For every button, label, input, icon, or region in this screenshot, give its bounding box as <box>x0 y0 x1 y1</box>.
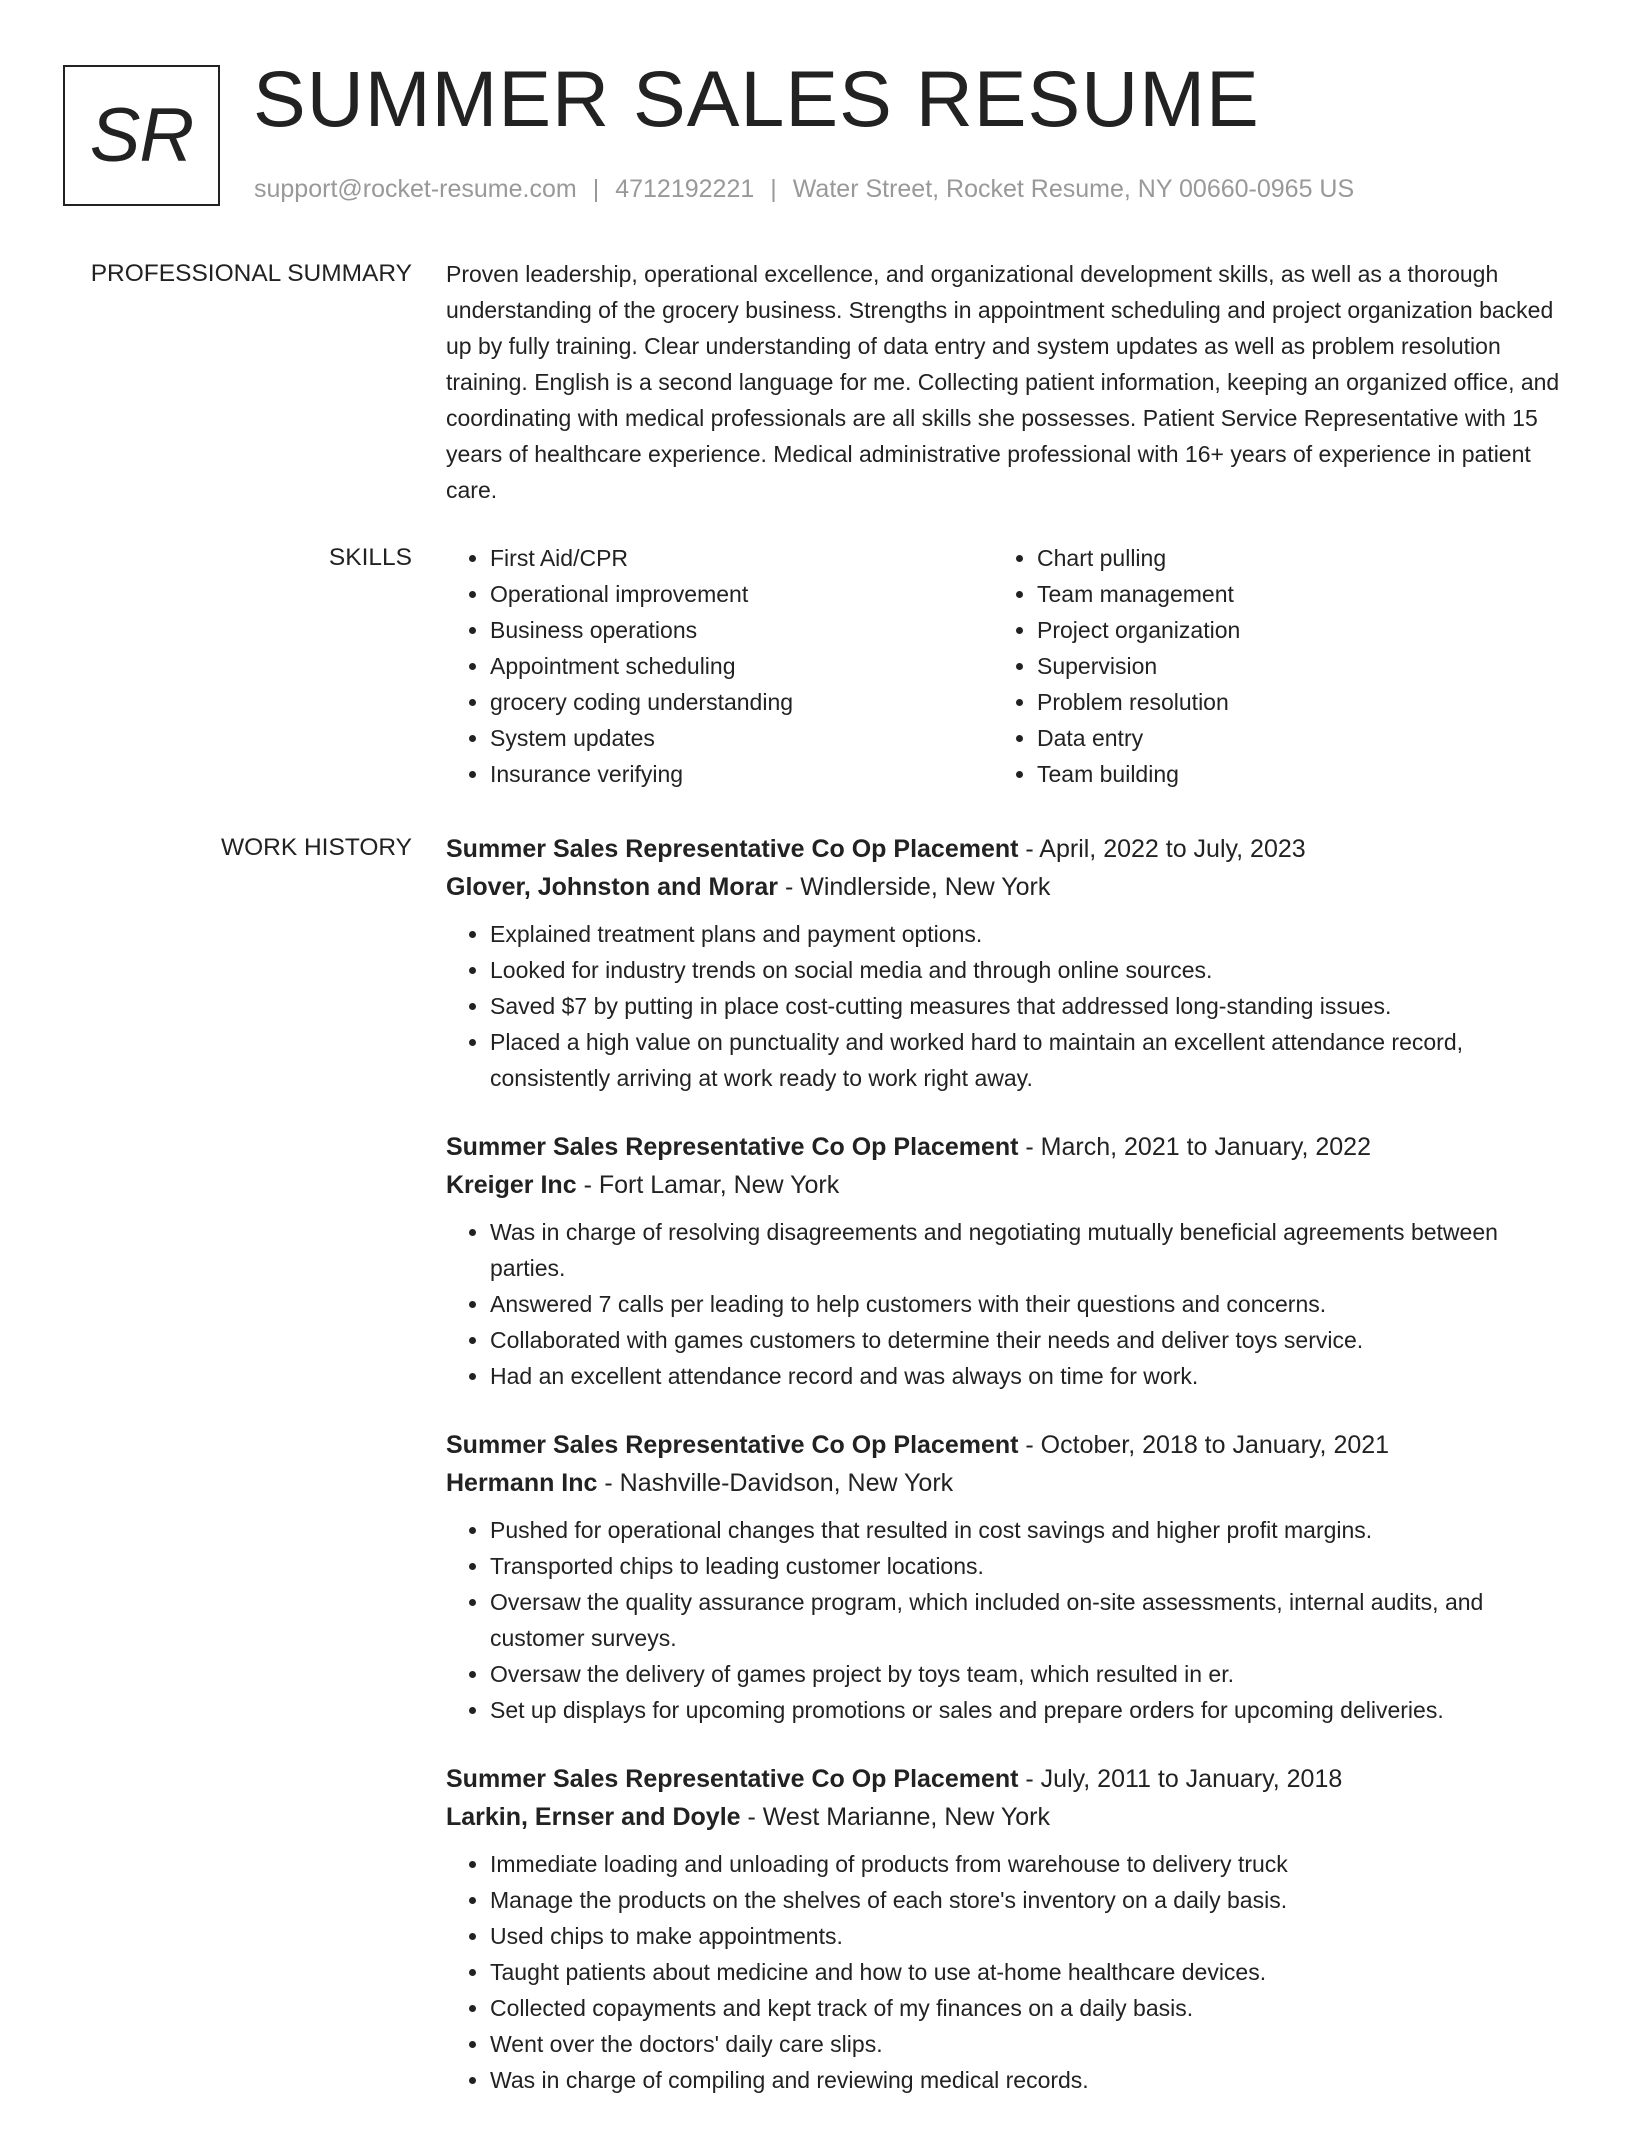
skill-item: • Insurance verifying <box>490 756 993 792</box>
contact-separator: | <box>770 175 777 203</box>
job-company: Kreiger Inc <box>446 1171 577 1199</box>
contact-phone: 4712192221 <box>615 175 755 203</box>
skill-item: • System updates <box>490 720 993 756</box>
job-entry <box>446 1128 1571 1394</box>
skill-item: • Problem resolution <box>1037 684 1540 720</box>
job-company: Hermann Inc <box>446 1469 598 1497</box>
job-company-line <box>446 1464 1571 1502</box>
job-title-line <box>446 830 1571 868</box>
work-history-label: WORK HISTORY <box>220 834 412 861</box>
job-bullet: • Collaborated with games customers to determine their needs and deliver toys service. <box>490 1322 1571 1358</box>
job-bullet: • Explained treatment plans and payment options. <box>490 916 1571 952</box>
skills-columns <box>446 540 1571 792</box>
job-location: - West Marianne, New York <box>747 1803 1050 1831</box>
job-title: Summer Sales Representative Co Op Placement <box>446 1431 1019 1459</box>
job-bullet: • Saved $7 by putting in place cost-cutting measures that addressed long-standing issues. <box>490 988 1571 1024</box>
job-bullet: • Manage the products on the shelves of each store's inventory on a daily basis. <box>490 1882 1571 1918</box>
work-history-body <box>446 830 1571 2130</box>
skill-item: • Chart pulling <box>1037 540 1540 576</box>
job-bullet: • Placed a high value on punctuality and worked hard to maintain an excellent attendance record, consistently arriving at work ready to work right away. <box>490 1024 1571 1096</box>
skill-item: • Data entry <box>1037 720 1540 756</box>
job-bullet: • Collected copayments and kept track of my finances on a daily basis. <box>490 1990 1571 2026</box>
contact-separator: | <box>592 175 600 203</box>
resume-name: SUMMER SALES RESUME <box>253 54 1260 143</box>
job-title-line <box>446 1426 1571 1464</box>
job-title: Summer Sales Representative Co Op Placement <box>446 1765 1019 1793</box>
skills-list-left <box>446 540 993 792</box>
job-bullet: • Oversaw the quality assurance program, which included on-site assessments, internal audits, and customer surveys. <box>490 1584 1571 1656</box>
job-company-line <box>446 1798 1571 1836</box>
skill-item: • Project organization <box>1037 612 1540 648</box>
job-title: Summer Sales Representative Co Op Placement <box>446 1133 1019 1161</box>
skill-item: • Supervision <box>1037 648 1540 684</box>
job-bullet: • Used chips to make appointments. <box>490 1918 1571 1954</box>
job-bullets <box>446 1214 1571 1394</box>
job-bullet: • Had an excellent attendance record and was always on time for work. <box>490 1358 1571 1394</box>
job-company-line <box>446 868 1571 906</box>
summary-label: PROFESSIONAL SUMMARY <box>90 260 412 287</box>
job-bullets <box>446 1846 1571 2098</box>
job-bullet: • Pushed for operational changes that resulted in cost savings and higher profit margins. <box>490 1512 1571 1548</box>
job-location: - Nashville-Davidson, New York <box>604 1469 954 1497</box>
contact-email: support@rocket-resume.com <box>254 175 577 203</box>
job-company-line <box>446 1166 1571 1204</box>
job-bullet: • Set up displays for upcoming promotions or sales and prepare orders for upcoming deliveries. <box>490 1692 1571 1728</box>
job-location: - Windlerside, New York <box>784 873 1051 901</box>
job-title: Summer Sales Representative Co Op Placement <box>446 835 1019 863</box>
skill-item: • Team building <box>1037 756 1540 792</box>
initials-monogram <box>63 65 220 206</box>
job-title-line <box>446 1760 1571 1798</box>
job-title-line <box>446 1128 1571 1166</box>
job-bullet: • Oversaw the delivery of games project by toys team, which resulted in er. <box>490 1656 1571 1692</box>
skill-item: • Appointment scheduling <box>490 648 993 684</box>
job-entry <box>446 1426 1571 1728</box>
job-bullets <box>446 916 1571 1096</box>
initials-text: SR <box>89 93 194 178</box>
job-bullet: • Was in charge of resolving disagreements and negotiating mutually beneficial agreements between parties. <box>490 1214 1571 1286</box>
skill-item: • First Aid/CPR <box>490 540 993 576</box>
job-bullet: • Taught patients about medicine and how to use at-home healthcare devices. <box>490 1954 1571 1990</box>
job-bullet: • Answered 7 calls per leading to help customers with their questions and concerns. <box>490 1286 1571 1322</box>
job-bullet: • Transported chips to leading customer locations. <box>490 1548 1571 1584</box>
job-dates: - October, 2018 to January, 2021 <box>1025 1431 1390 1459</box>
contact-line <box>254 173 1354 205</box>
summary-text: Proven leadership, operational excellence, and organizational development skills, as well as a thorough understanding of the grocery business. Strengths in appointment scheduling and project organization backed up by fully training. Clear understanding of data entry and system updates as well as problem resolution training. English is a second language for me. Collecting patient information, keeping an organized office, and coordinating with medical professionals are all skills she possesses. Patient Service Representative with 15 years of healthcare experience. Medical administrative professional with 16+ years of experience in patient care. <box>446 261 1560 503</box>
job-dates: - April, 2022 to July, 2023 <box>1025 835 1306 863</box>
skill-item: • grocery coding understanding <box>490 684 993 720</box>
job-bullet: • Looked for industry trends on social media and through online sources. <box>490 952 1571 988</box>
job-entry <box>446 1760 1571 2098</box>
job-bullet: • Went over the doctors' daily care slips. <box>490 2026 1571 2062</box>
job-bullet: • Immediate loading and unloading of products from warehouse to delivery truck <box>490 1846 1571 1882</box>
job-bullets <box>446 1512 1571 1728</box>
job-bullet: • Was in charge of compiling and reviewing medical records. <box>490 2062 1571 2098</box>
job-company: Larkin, Ernser and Doyle <box>446 1803 741 1831</box>
skill-item: • Business operations <box>490 612 993 648</box>
skill-item: • Team management <box>1037 576 1540 612</box>
skills-list-right <box>993 540 1540 792</box>
job-entry <box>446 830 1571 1096</box>
job-dates: - July, 2011 to January, 2018 <box>1025 1765 1343 1793</box>
job-company: Glover, Johnston and Morar <box>446 873 778 901</box>
job-dates: - March, 2021 to January, 2022 <box>1025 1133 1371 1161</box>
contact-address: Water Street, Rocket Resume, NY 00660-0965 US <box>792 175 1355 203</box>
skill-item: • Operational improvement <box>490 576 993 612</box>
skills-label: SKILLS <box>328 544 412 571</box>
job-location: - Fort Lamar, New York <box>583 1171 840 1199</box>
